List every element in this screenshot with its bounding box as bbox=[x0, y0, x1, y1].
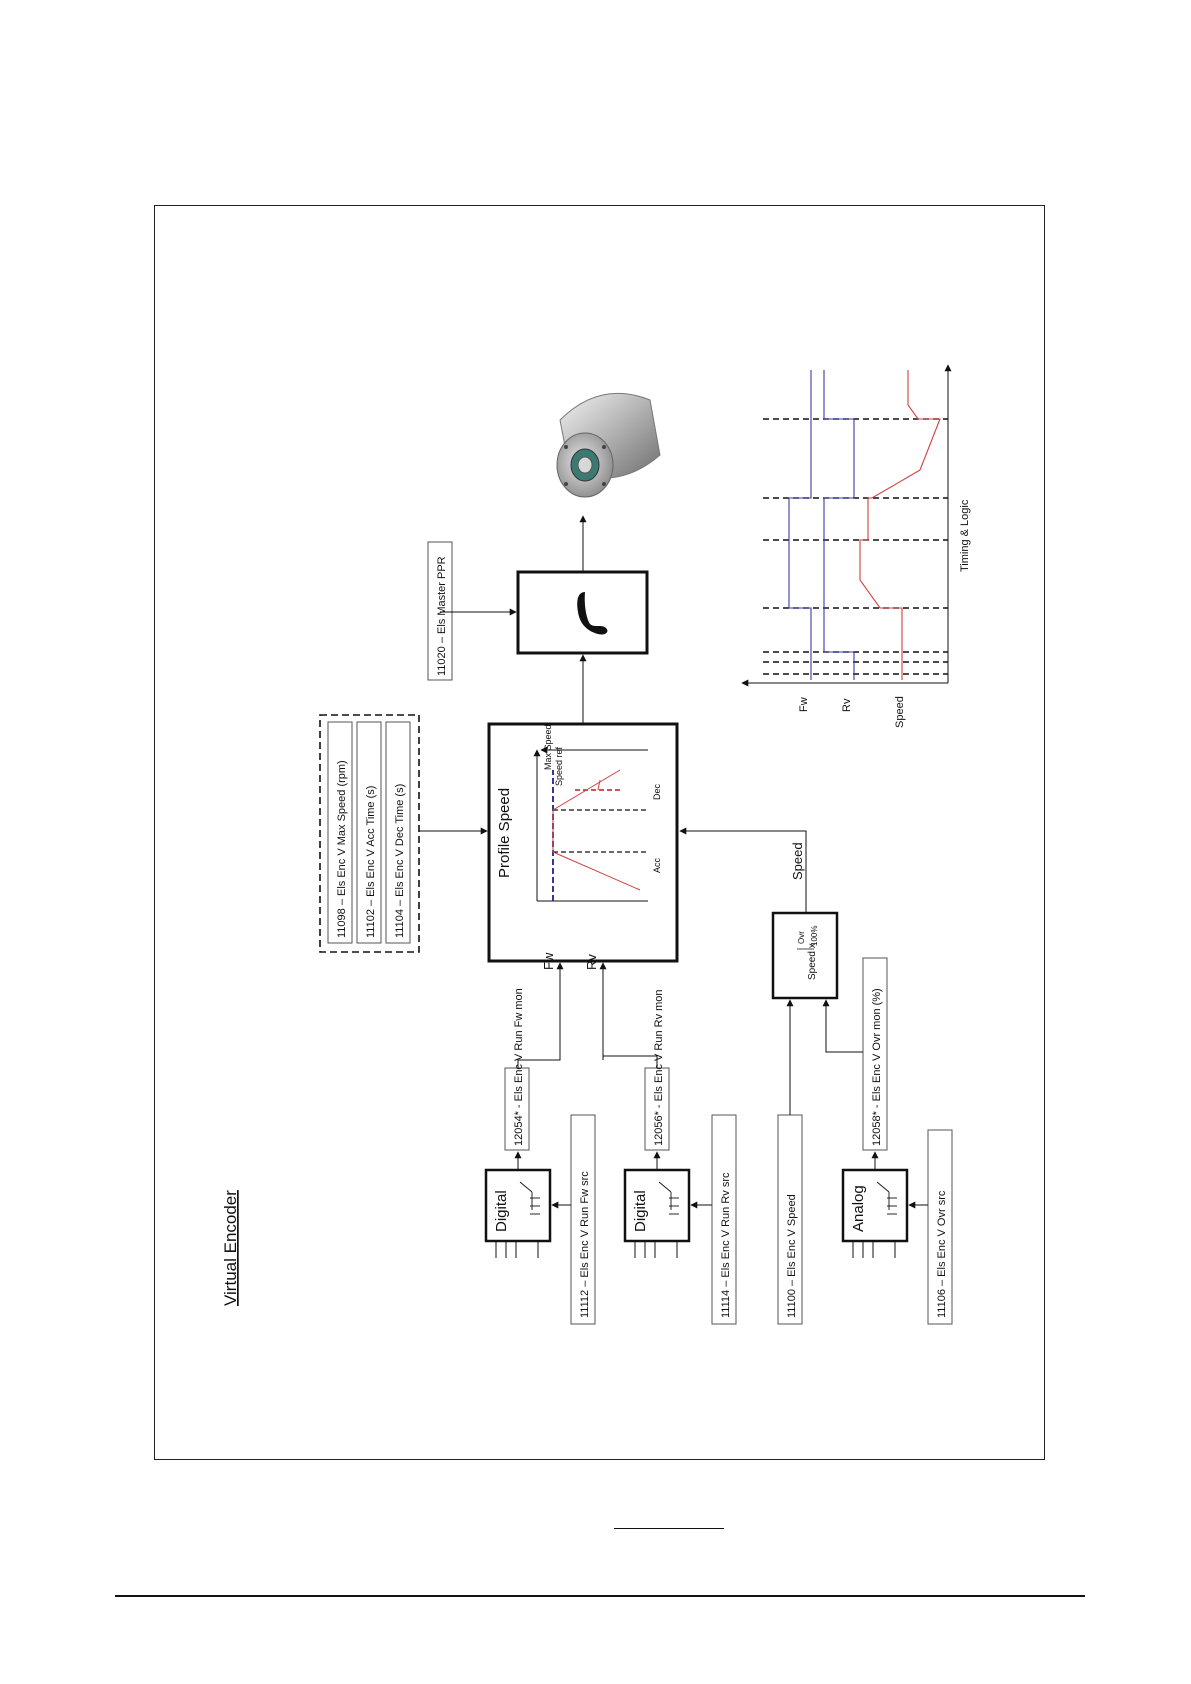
analog-inputs bbox=[853, 1241, 895, 1258]
diagram-title: Virtual Encoder bbox=[221, 1190, 240, 1306]
hundred-label: 100% bbox=[810, 925, 819, 946]
timing-fw-signal bbox=[789, 370, 811, 680]
digital-rv-label: Digital bbox=[632, 1190, 649, 1232]
param-11102: 11102 – Els Enc V Acc Time (s) bbox=[365, 785, 377, 938]
override-block bbox=[773, 913, 837, 998]
encoder-image bbox=[557, 393, 660, 497]
param-11114: 11114 – Els Enc V Run Rv src bbox=[720, 1172, 732, 1318]
timing-rv-label: Rv bbox=[841, 698, 853, 712]
speed-signal-label: Speed bbox=[790, 842, 805, 880]
timing-fw-label: Fw bbox=[798, 697, 810, 712]
footer-rule bbox=[115, 1595, 1085, 1597]
acc-label: Acc bbox=[652, 857, 662, 873]
timing-title: Timing & Logic bbox=[959, 499, 971, 572]
fw-mon-link bbox=[532, 1040, 560, 1060]
ovr-label: Ovr bbox=[797, 931, 806, 944]
analog-label: Analog bbox=[850, 1185, 867, 1232]
dec-label: Dec bbox=[652, 783, 662, 800]
timing-speed-label: Speed bbox=[894, 696, 906, 728]
page-number-underline bbox=[614, 1528, 724, 1529]
speed-output-arrow bbox=[680, 831, 806, 913]
param-12054: 12054* - Els Enc V Run Fw mon bbox=[513, 988, 525, 1146]
param-12058: 12058* - Els Enc V Ovr mon (%) bbox=[871, 988, 883, 1146]
param-11106: 11106 – Els Enc V Ovr src bbox=[936, 1190, 948, 1318]
ovr-mon-arrow bbox=[826, 1000, 863, 1052]
rv-mon-link bbox=[603, 1040, 657, 1068]
timing-diagram bbox=[742, 365, 971, 728]
digital-fw-label: Digital bbox=[493, 1190, 510, 1232]
fw-input-label: Fw bbox=[541, 952, 556, 970]
param-11020: 11020 – Els Master PPR bbox=[436, 556, 448, 676]
param-12056: 12056* - Els Enc V Run Rv mon bbox=[653, 989, 665, 1146]
digital-rv-inputs bbox=[635, 1241, 677, 1258]
param-11098: 11098 – Els Enc V Max Speed (rpm) bbox=[336, 760, 348, 938]
param-11104: 11104 – Els Enc V Dec Time (s) bbox=[394, 783, 406, 938]
speed-ref-label: Speed ref bbox=[554, 746, 564, 786]
profile-speed-block bbox=[489, 724, 677, 961]
speed-x-label: Speed x bbox=[807, 943, 818, 980]
rv-input-label: Rv bbox=[584, 954, 599, 970]
profile-speed-label: Profile Speed bbox=[496, 787, 513, 878]
timing-rv-signal bbox=[824, 370, 854, 680]
timing-speed-signal bbox=[860, 370, 940, 680]
param-11100: 11100 – Els Enc V Speed bbox=[786, 1194, 798, 1318]
param-11112: 11112 – Els Enc V Run Fw src bbox=[579, 1171, 591, 1318]
digital-fw-inputs bbox=[496, 1241, 538, 1258]
max-speed-label: Max Speed bbox=[543, 724, 553, 770]
